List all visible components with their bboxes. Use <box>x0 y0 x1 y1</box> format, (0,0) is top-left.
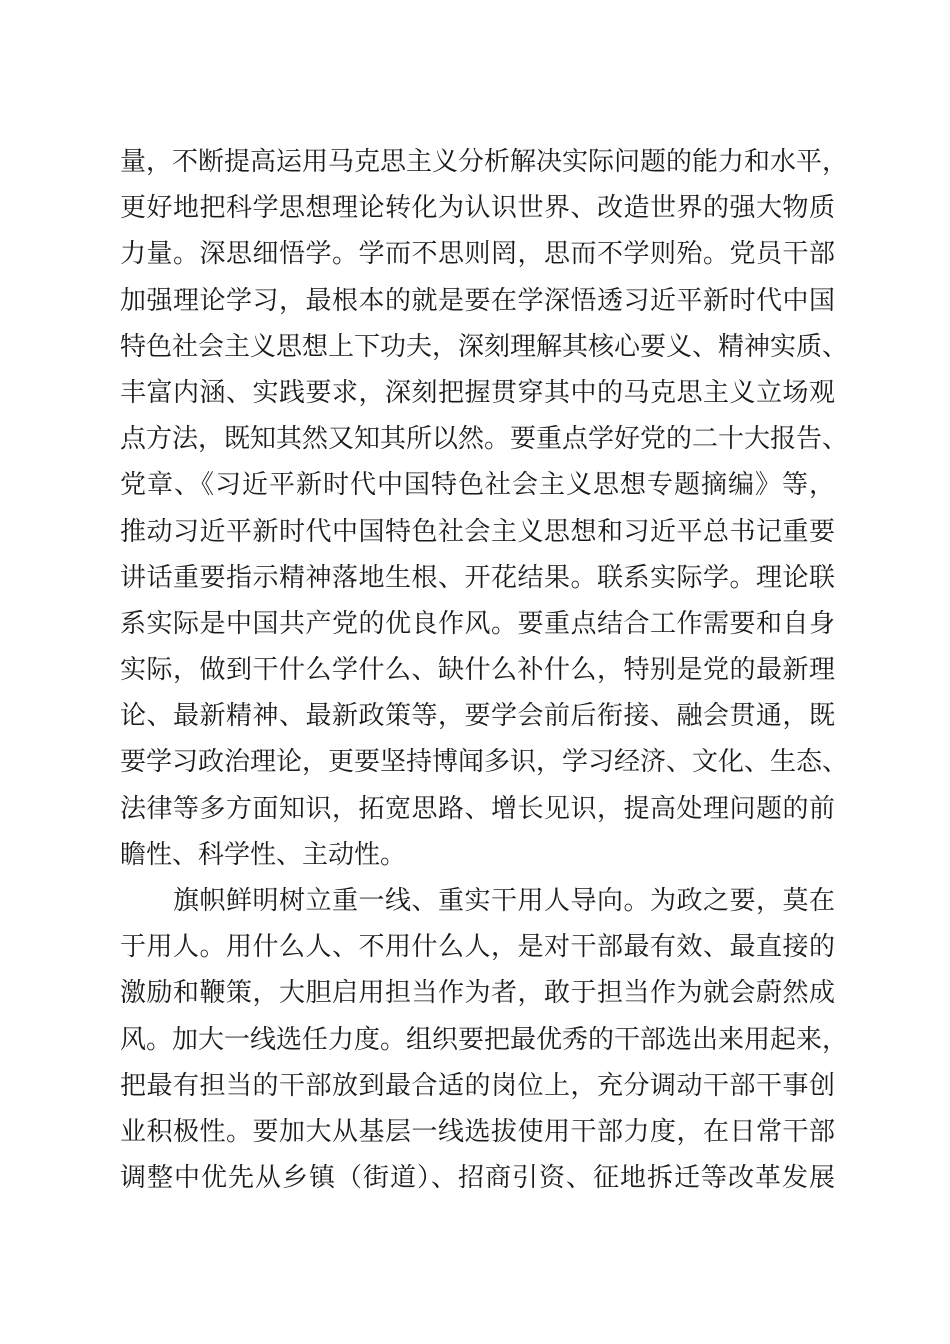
document-body <box>120 139 849 1201</box>
text-line: 加强理论学习，最根本的就是要在学深悟透习近平新时代中国 <box>120 285 835 316</box>
text-line: 特色社会主义思想上下功夫，深刻理解其核心要义、精神实质、 <box>120 331 849 362</box>
text-line: 风。加大一线选任力度。组织要把最优秀的干部选出来用起来， <box>120 1024 849 1055</box>
text-line: 调整中优先从乡镇（街道）、招商引资、征地拆迁等改革发展 <box>120 1163 835 1194</box>
text-line: 推动习近平新时代中国特色社会主义思想和习近平总书记重要 <box>120 516 835 547</box>
text-line: 业积极性。要加大从基层一线选拔使用干部力度，在日常干部 <box>120 1116 835 1147</box>
text-line: 点方法，既知其然又知其所以然。要重点学好党的二十大报告、 <box>120 424 849 455</box>
text-line: 实际，做到干什么学什么、缺什么补什么，特别是党的最新理 <box>120 655 835 686</box>
text-line: 论、最新精神、最新政策等，要学会前后衔接、融会贯通，既 <box>120 701 835 732</box>
text-line: 把最有担当的干部放到最合适的岗位上，充分调动干部干事创 <box>120 1070 835 1101</box>
text-line: 系实际是中国共产党的优良作风。要重点结合工作需要和自身 <box>120 608 835 639</box>
text-line: 党章、《习近平新时代中国特色社会主义思想专题摘编》等， <box>120 470 835 501</box>
text-line: 法律等多方面知识，拓宽思路、增长见识，提高处理问题的前 <box>120 793 835 824</box>
text-line: 丰富内涵、实践要求，深刻把握贯穿其中的马克思主义立场观 <box>120 377 835 408</box>
text-line: 激励和鞭策，大胆启用担当作为者，敢于担当作为就会蔚然成 <box>120 978 835 1009</box>
text-line: 要学习政治理论，更要坚持博闻多识，学习经济、文化、生态、 <box>120 747 849 778</box>
paragraph-end-line: 瞻性、科学性、主动性。 <box>120 839 407 870</box>
text-line: 更好地把科学思想理论转化为认识世界、改造世界的强大物质 <box>120 193 835 224</box>
text-line: 量，不断提高运用马克思主义分析解决实际问题的能力和水平， <box>120 147 849 177</box>
text-line: 讲话重要指示精神落地生根、开花结果。联系实际学。理论联 <box>120 562 835 593</box>
paragraph-start-line: 旗帜鲜明树立重一线、重实干用人导向。为政之要，莫在 <box>173 886 835 916</box>
text-line: 于用人。用什么人、不用什么人，是对干部最有效、最直接的 <box>120 932 835 963</box>
text-line: 力量。深思细悟学。学而不思则罔，思而不学则殆。党员干部 <box>120 239 835 270</box>
